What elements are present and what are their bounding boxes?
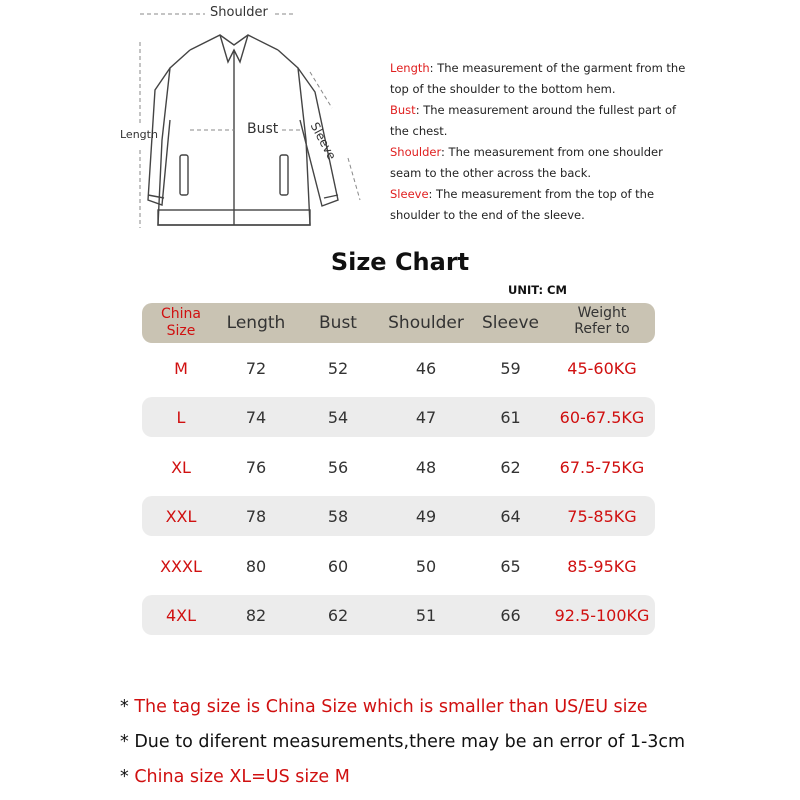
table-row bbox=[142, 348, 655, 388]
cell-size: 4XL bbox=[165, 606, 197, 625]
cell-size: M bbox=[174, 359, 188, 378]
cell-shoulder: 48 bbox=[415, 458, 437, 477]
table-row bbox=[142, 546, 655, 586]
jacket-outline-icon bbox=[110, 0, 400, 240]
measurement-definitions bbox=[390, 58, 690, 226]
cell-shoulder: 50 bbox=[415, 557, 437, 576]
note-item: * The tag size is China Size which is smaller than US/EU size bbox=[120, 697, 648, 717]
table-row bbox=[142, 496, 655, 536]
diagram-bust-label: Bust bbox=[247, 121, 279, 137]
cell-sleeve: 66 bbox=[500, 606, 521, 625]
size-notes bbox=[120, 690, 685, 795]
cell-weight: 75-85KG bbox=[567, 507, 637, 526]
cell-weight: 45-60KG bbox=[567, 359, 637, 378]
definition-length: Length: The measurement of the garment from the top of the shoulder to the bottom hem. bbox=[390, 61, 686, 96]
cell-sleeve: 59 bbox=[500, 359, 521, 378]
diagram-length-label: Length bbox=[120, 128, 158, 141]
cell-length: 80 bbox=[245, 557, 267, 576]
cell-weight: 92.5-100KG bbox=[554, 606, 650, 625]
cell-length: 78 bbox=[245, 507, 267, 526]
table-header bbox=[142, 303, 655, 343]
page-title: Size Chart bbox=[330, 248, 470, 276]
cell-weight: 67.5-75KG bbox=[559, 458, 645, 477]
unit-label: UNIT: CM bbox=[508, 283, 567, 297]
definition-bust: Bust: The measurement around the fullest part of the chest. bbox=[390, 103, 677, 138]
diagram-sleeve-label: Sleeve bbox=[307, 120, 339, 163]
cell-bust: 52 bbox=[327, 359, 349, 378]
cell-shoulder: 51 bbox=[415, 606, 437, 625]
cell-shoulder: 46 bbox=[415, 359, 437, 378]
header-sleeve: Sleeve bbox=[482, 313, 539, 333]
diagram-shoulder-label: Shoulder bbox=[210, 5, 268, 20]
cell-size: L bbox=[176, 408, 186, 427]
cell-sleeve: 65 bbox=[500, 557, 521, 576]
cell-size: XXL bbox=[165, 507, 197, 526]
cell-shoulder: 49 bbox=[415, 507, 437, 526]
header-length: Length bbox=[226, 313, 286, 333]
cell-length: 82 bbox=[245, 606, 267, 625]
cell-sleeve: 64 bbox=[500, 507, 521, 526]
cell-length: 76 bbox=[245, 458, 267, 477]
cell-shoulder: 47 bbox=[415, 408, 437, 427]
cell-bust: 58 bbox=[327, 507, 349, 526]
header-china-size: China Size bbox=[161, 306, 201, 339]
cell-bust: 56 bbox=[327, 458, 349, 477]
cell-length: 74 bbox=[245, 408, 267, 427]
cell-weight: 60-67.5KG bbox=[559, 408, 645, 427]
table-row bbox=[142, 397, 655, 437]
cell-bust: 60 bbox=[327, 557, 349, 576]
table-row bbox=[142, 595, 655, 635]
header-shoulder: Shoulder bbox=[388, 313, 464, 333]
cell-sleeve: 62 bbox=[500, 458, 521, 477]
cell-weight: 85-95KG bbox=[567, 557, 637, 576]
note-item: * Due to diferent measurements,there may be an error of 1-3cm bbox=[120, 732, 686, 752]
table-row bbox=[142, 447, 655, 487]
note-item: * China size XL=US size M bbox=[120, 767, 350, 787]
definition-sleeve: Sleeve: The measurement from the top of the shoulder to the end of the sleeve. bbox=[390, 187, 655, 222]
header-bust: Bust bbox=[319, 313, 357, 333]
cell-bust: 62 bbox=[327, 606, 349, 625]
cell-length: 72 bbox=[245, 359, 267, 378]
definition-shoulder: Shoulder: The measurement from one shoulder seam to the other across the back. bbox=[390, 145, 663, 180]
header-weight: Weight Refer to bbox=[574, 305, 630, 337]
cell-sleeve: 61 bbox=[500, 408, 521, 427]
cell-bust: 54 bbox=[327, 408, 349, 427]
jacket-diagram bbox=[110, 0, 400, 240]
cell-size: XL bbox=[171, 458, 191, 477]
cell-size: XXXL bbox=[160, 557, 202, 576]
